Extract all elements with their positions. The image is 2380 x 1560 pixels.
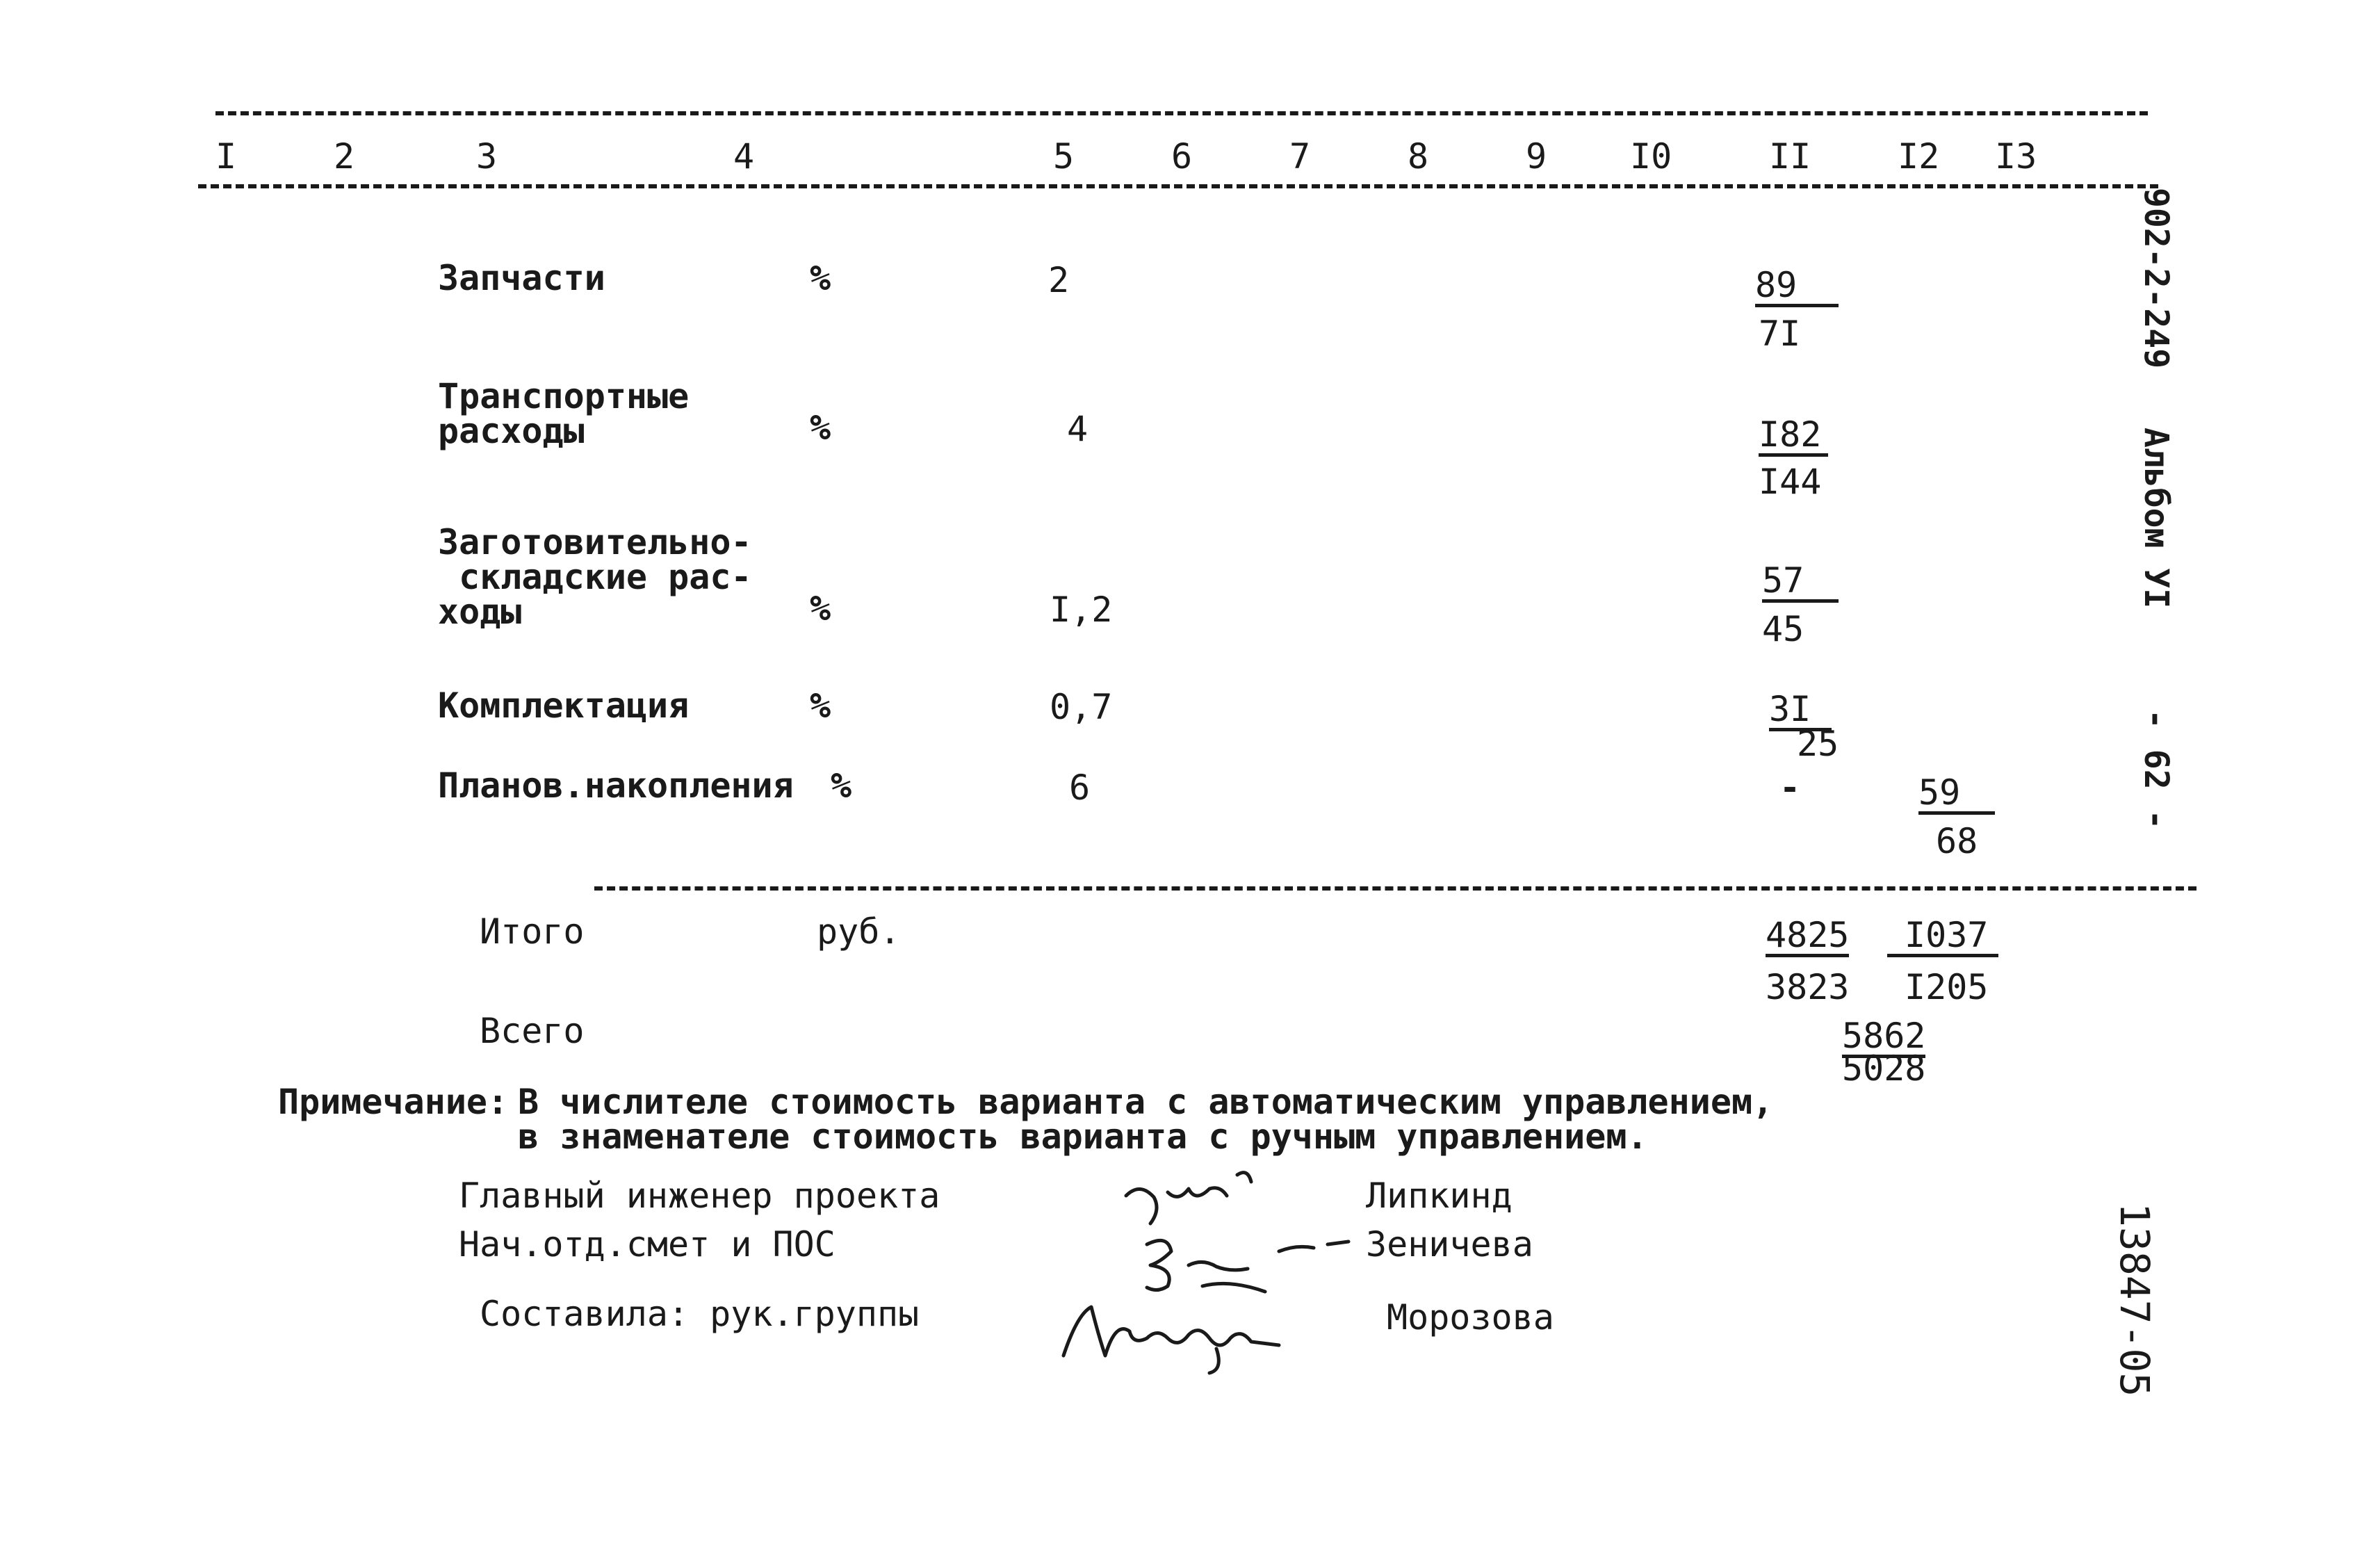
row-rate: 2: [1048, 260, 1070, 300]
col-num-1: I: [215, 136, 237, 177]
header-rule: [198, 184, 2158, 188]
row-name: Запчасти: [438, 258, 605, 298]
row-name-line-2: расходы: [438, 411, 585, 451]
signature-scribble-3: [1050, 1279, 1300, 1376]
col-num-7: 7: [1289, 136, 1311, 177]
row-col12-denominator: 68: [1936, 821, 1978, 861]
signature-role-1: Главный инженер проекта: [459, 1176, 940, 1216]
row-col11-numerator: 3I: [1769, 692, 1832, 731]
side-bottom-code: 13847-05: [2111, 1203, 2158, 1397]
signature-name-2: Зеничева: [1366, 1224, 1533, 1265]
col-num-4: 4: [733, 136, 755, 177]
row-name-line-3: ходы: [438, 592, 522, 632]
col-num-3: 3: [476, 136, 498, 177]
row-name-line-2: складские рас-: [438, 557, 752, 597]
row-col11-numerator: I82: [1759, 417, 1828, 457]
note-label: Примечание:: [278, 1082, 509, 1122]
row-rate: 4: [1067, 409, 1089, 449]
total-col11-numerator: 4825: [1766, 918, 1849, 957]
row-unit: %: [810, 407, 831, 448]
row-col11-numerator: 89: [1755, 268, 1839, 307]
grand-total-denominator: 5028: [1842, 1048, 1926, 1089]
total-col11-denominator: 3823: [1766, 967, 1850, 1007]
side-code: 902-2-249: [2137, 188, 2176, 369]
row-col11-dash: -: [1779, 767, 1801, 808]
col-num-9: 9: [1526, 136, 1547, 177]
top-rule: [215, 111, 2148, 115]
row-col11-denominator: 45: [1762, 609, 1804, 649]
total-rule: [594, 886, 2196, 891]
row-rate: 0,7: [1050, 687, 1113, 727]
grand-total-numerator: 5862: [1842, 1018, 1925, 1058]
signature-role-2: Нач.отд.смет и ПОС: [459, 1224, 836, 1265]
row-col11-numerator: 57: [1762, 563, 1839, 603]
note-line-1: В числителе стоимость варианта с автоматическим управлением,: [518, 1082, 1774, 1122]
row-col11-denominator: 7I: [1759, 314, 1801, 354]
row-name-line-1: Заготовительно-: [438, 522, 752, 562]
row-name: Планов.накопления: [438, 765, 794, 806]
total-label: Итого: [480, 911, 585, 952]
total-col12-numerator: I037: [1887, 918, 1998, 957]
note-line-2: в знаменателе стоимость варианта с ручным управлением.: [518, 1116, 1648, 1157]
col-num-2: 2: [334, 136, 355, 177]
row-rate: 6: [1069, 767, 1091, 808]
row-col12-numerator: 59: [1918, 775, 1995, 815]
col-num-11: II: [1769, 136, 1811, 177]
col-num-6: 6: [1171, 136, 1193, 177]
col-num-13: I3: [1995, 136, 2037, 177]
col-num-5: 5: [1053, 136, 1075, 177]
row-rate: I,2: [1050, 590, 1113, 630]
total-col12-denominator: I205: [1905, 967, 1989, 1007]
col-num-8: 8: [1408, 136, 1429, 177]
row-name: Комплектация: [438, 685, 690, 726]
side-album: Альбом УI: [2137, 428, 2176, 609]
signature-role-3: Составила: рук.группы: [480, 1294, 920, 1334]
col-num-12: I2: [1898, 136, 1940, 177]
signature-name-1: Липкинд: [1366, 1176, 1513, 1216]
row-col11-denominator: I44: [1759, 462, 1822, 502]
total-unit: руб.: [817, 911, 901, 952]
signature-name-3: Морозова: [1387, 1297, 1554, 1338]
grand-total-label: Всего: [480, 1011, 585, 1051]
row-unit: %: [831, 765, 852, 806]
row-unit: %: [810, 258, 831, 298]
col-num-10: I0: [1630, 136, 1672, 177]
row-col11-denominator: 25: [1797, 724, 1839, 764]
row-name-line-1: Транспортные: [438, 376, 690, 416]
side-page-number: - 62 -: [2137, 709, 2176, 830]
row-unit: %: [810, 588, 831, 628]
row-unit: %: [810, 685, 831, 726]
